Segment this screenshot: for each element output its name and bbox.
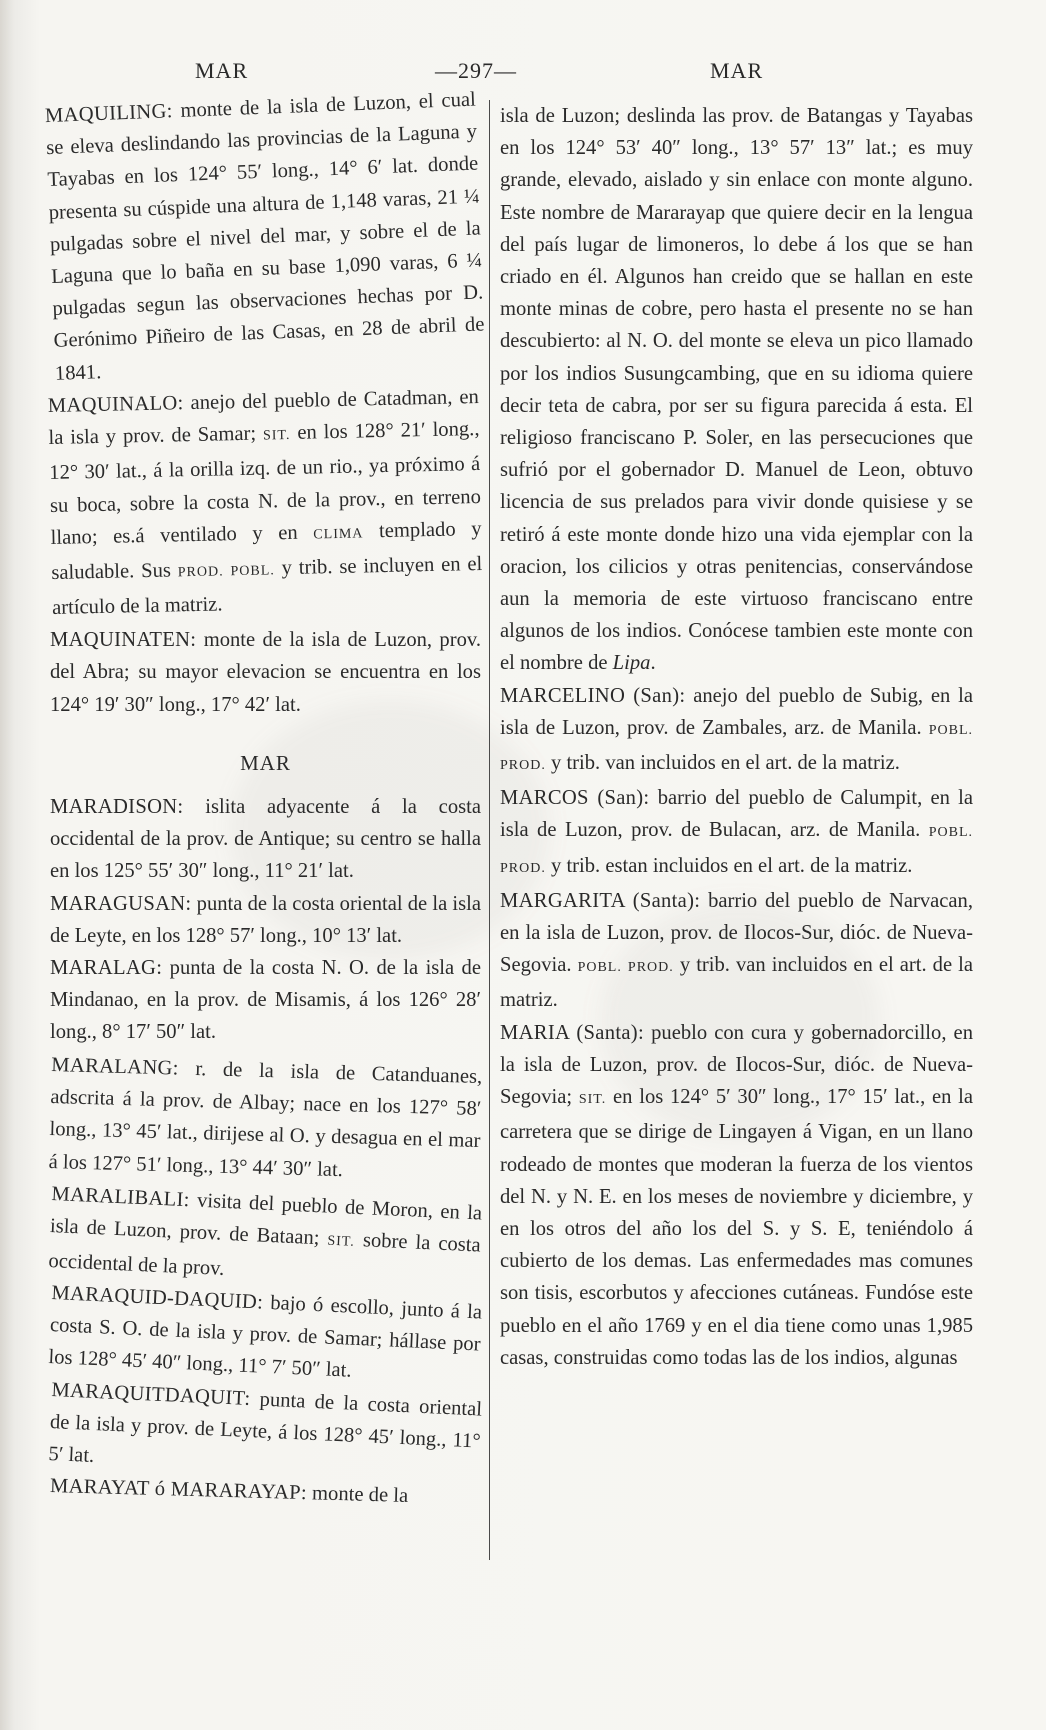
entry-text: y trib. se incluyen en el artículo de la matriz. — [51, 552, 483, 620]
abbrev-pobl: POBL. — [928, 722, 973, 738]
entry-text: anejo del pueblo de Catadman, en la isla y prov. de Samar; — [48, 385, 480, 450]
entry-headword: MARIA (Santa): — [500, 1021, 644, 1044]
entry-text: r. de la isla de Catanduanes, adscrita á la prov. de Albay; nace en los 127° 58′ long., 13° 45′ lat., dirijese al O. y desagua en el mar á los 127° 51′ long., 13° 44′ 30″ lat. — [48, 1057, 483, 1181]
abbrev-pobl: POBL. — [577, 960, 622, 976]
entry-maragusan — [50, 888, 481, 952]
column-divider — [489, 100, 490, 1560]
entry-text: punta de la costa N. O. de la isla de Mindanao, en la prov. de Misamis, á los 126° 28′ long., 8° 17′ 50″ lat. — [50, 957, 481, 1044]
entry-headword: MAQUINALO: — [47, 392, 184, 417]
entry-headword: MARAGUSAN: — [50, 892, 192, 915]
entry-text: monte de la isla de Luzon, prov. del Abra; su mayor elevacion se encuentra en los 124° 19′ 30″ long., 17° 42′ lat. — [50, 629, 481, 716]
entry-headword: MARAQUID-DAQUID: — [50, 1282, 264, 1314]
abbrev-pobl: POBL. — [928, 825, 973, 841]
entry-text: bajo ó escollo, junto á la costa S. O. de la isla y prov. de Samar; hállase por los 128° 45′ 40″ long., 11° 7′ 50″ lat. — [48, 1292, 483, 1383]
entry-text: monte de la — [311, 1482, 409, 1508]
page-number: —297— — [435, 58, 517, 83]
entry-headword: MARAYAT ó MARARAYAP: — [49, 1475, 308, 1505]
entry-maquinalo — [48, 381, 484, 624]
entry-maria — [500, 1017, 973, 1374]
entry-maradison — [50, 791, 481, 888]
entry-text: punta de la costa oriental de la isla y prov. de Leyte, á los 128° 45′ long., 11° 5′ lat. — [48, 1388, 483, 1468]
entry-text: y trib. estan incluidos en el art. de la matriz. — [551, 854, 913, 877]
entry-text: sobre la costa occidental de la prov. — [47, 1228, 482, 1280]
entry-marayat-continued — [500, 100, 973, 680]
entry-marcelino — [500, 680, 973, 783]
entry-text: pueblo con cura y gobernadorcillo, en la isla de Luzon, prov. de Ilocos-Sur, dióc. de Nueva-Segovia; — [500, 1021, 973, 1109]
entry-text: visita del pueblo de Moron, en la isla de Luzon, prov. de Bataan; — [49, 1189, 483, 1249]
abbrev-prod: PROD. — [627, 960, 674, 976]
entry-maralang — [48, 1049, 482, 1190]
entry-text: y trib. van incluidos en el art. de la matriz. — [500, 954, 973, 1012]
entry-text: barrio del pueblo de Calumpit, en la isla de Luzon, prov. de Bulacan, arz. de Manila. — [500, 787, 974, 842]
entry-text: y trib. van incluidos en el art. de la matriz. — [551, 752, 900, 775]
entry-maralibali — [48, 1178, 483, 1297]
abbrev-pobl: POBL. — [230, 563, 275, 580]
entry-headword: MARAQUITDAQUIT: — [50, 1378, 251, 1410]
entry-maquinaten — [50, 624, 481, 721]
entry-maraquid-daquid — [48, 1277, 483, 1393]
entry-text: punta de la costa oriental de la isla de Leyte, en los 128° 57′ long., 10° 13′ lat. — [50, 892, 481, 947]
abbrev-prod: PROD. — [500, 860, 546, 876]
abbrev-sit: SIT. — [327, 1233, 356, 1250]
entry-text: anejo del pueblo de Subig, en la isla de Luzon, prov. de Zambales, arz. de Manila. — [500, 684, 973, 739]
left-column — [40, 88, 485, 1670]
entry-marcos — [500, 782, 973, 885]
abbrev-clima: CLIMA — [313, 526, 364, 543]
abbrev-prod: PROD. — [500, 758, 546, 774]
header-right-word: MAR — [710, 58, 764, 83]
entry-text: en los 128° 21′ long., 12° 30′ lat., á la orilla izq. de un rio., ya próximo á su boca, sobre la costa N. de la prov., en terreno llano; es.á ventilado y en — [49, 418, 482, 549]
entry-text: templado y saludable. Sus — [51, 517, 482, 584]
entry-text: barrio del pueblo de Narvacan, en la isla de Luzon, prov. de Ilocos-Sur, dióc. de Nueva-Segovia. — [500, 889, 973, 977]
abbrev-sit: SIT. — [262, 427, 291, 444]
entry-margarita — [500, 885, 973, 1017]
section-title: MAR — [240, 750, 291, 775]
entry-headword: MAQUINATEN: — [50, 629, 197, 652]
right-column — [497, 100, 973, 1670]
entry-text: . — [650, 652, 656, 675]
entry-text: monte de la isla de Luzon, el cual se eleva deslindando las provincias de la Laguna y Tayabas en los 124° 55′ long., 14° 6′ lat. donde presenta su cúspide una altura de 1,148 varas, 21 ¼ pulgadas sobre el nivel del mar, y sobre el de la Laguna que lo baña en su base 1,090 varas, 6 ¼ pulgadas segun las observaciones hechas por D. Gerónimo Piñeiro de las Casas, en 28 de abril de 1841. — [45, 88, 485, 385]
running-header — [40, 58, 1006, 98]
entry-headword: MARALAG: — [50, 957, 163, 980]
entry-headword: MAQUILING: — [44, 100, 174, 128]
entry-text: islita adyacente á la costa occidental de la prov. de Antique; su centro se halla en los 125° 55′ 30″ long., 11° 21′ lat. — [50, 796, 481, 883]
entry-headword: MARALANG: — [51, 1053, 180, 1080]
entry-text: isla de Luzon; deslinda las prov. de Batangas y Tayabas en los 124° 53′ 40″ long., 13° 57′ 13″ lat.; es muy grande, elevado, aislado y sin enlace con monte alguno. Este nombre de Mararayap que quiere decir en la lengua del país lugar de limoneros, lo debe á los que se han criado en él. Algunos han creido que se hallan en este monte minas de cobre, pero hasta el presente no se han descubierto: al N. O. del monte se eleva un pico llamado por los indios Susungcambing, que en su idioma quiere decir teta de cabra, por ser su figura parecida á esta. El religioso franciscano P. Soler, en las persecuciones que sufrió por el gobernador D. Manuel de Leon, obtuvo licencia de sus prelados para vivir donde quisiese y se retiró á este monte donde hizo una vida ejemplar con la oracion, los cilicios y otras penitencias, conservándose aun la memoria de este virtuoso franciscano entre algunos de los indios. Conócese tambien este monte con el nombre de — [500, 105, 973, 675]
abbrev-sit: SIT. — [578, 1092, 607, 1108]
entry-maquiling — [44, 84, 486, 390]
abbrev-prod: PROD. — [177, 564, 224, 581]
entry-headword: MARCOS (San): — [500, 787, 650, 810]
entry-headword: MARGARITA (Santa): — [500, 889, 701, 912]
italic-name-lipa: Lipa — [612, 652, 651, 675]
entry-maralag — [50, 952, 481, 1049]
header-left-word: MAR — [195, 58, 249, 83]
entry-headword: MARCELINO (San): — [500, 684, 686, 707]
entry-headword: MARALIBALI: — [51, 1182, 191, 1211]
entry-headword: MARADISON: — [50, 796, 184, 819]
entry-text: en los 124° 5′ 30″ long., 17° 15′ lat., en la carretera que se dirige de Lingayen á Vigan, en un llano rodeado de montes que moderan la fuerza de los vientos del N. y N. E. en los meses de noviembre y diciembre, y en los otros del año los del S. y S. E, teniéndolo á cubierto de los demas. Las enfermedades mas comunes son tisis, escorbutos y afecciones cutáneas. Fundóse este pueblo en el año 1769 y en el dia tiene como unas 1,985 casas, construidas como todas las de los indios, algunas — [500, 1086, 974, 1369]
